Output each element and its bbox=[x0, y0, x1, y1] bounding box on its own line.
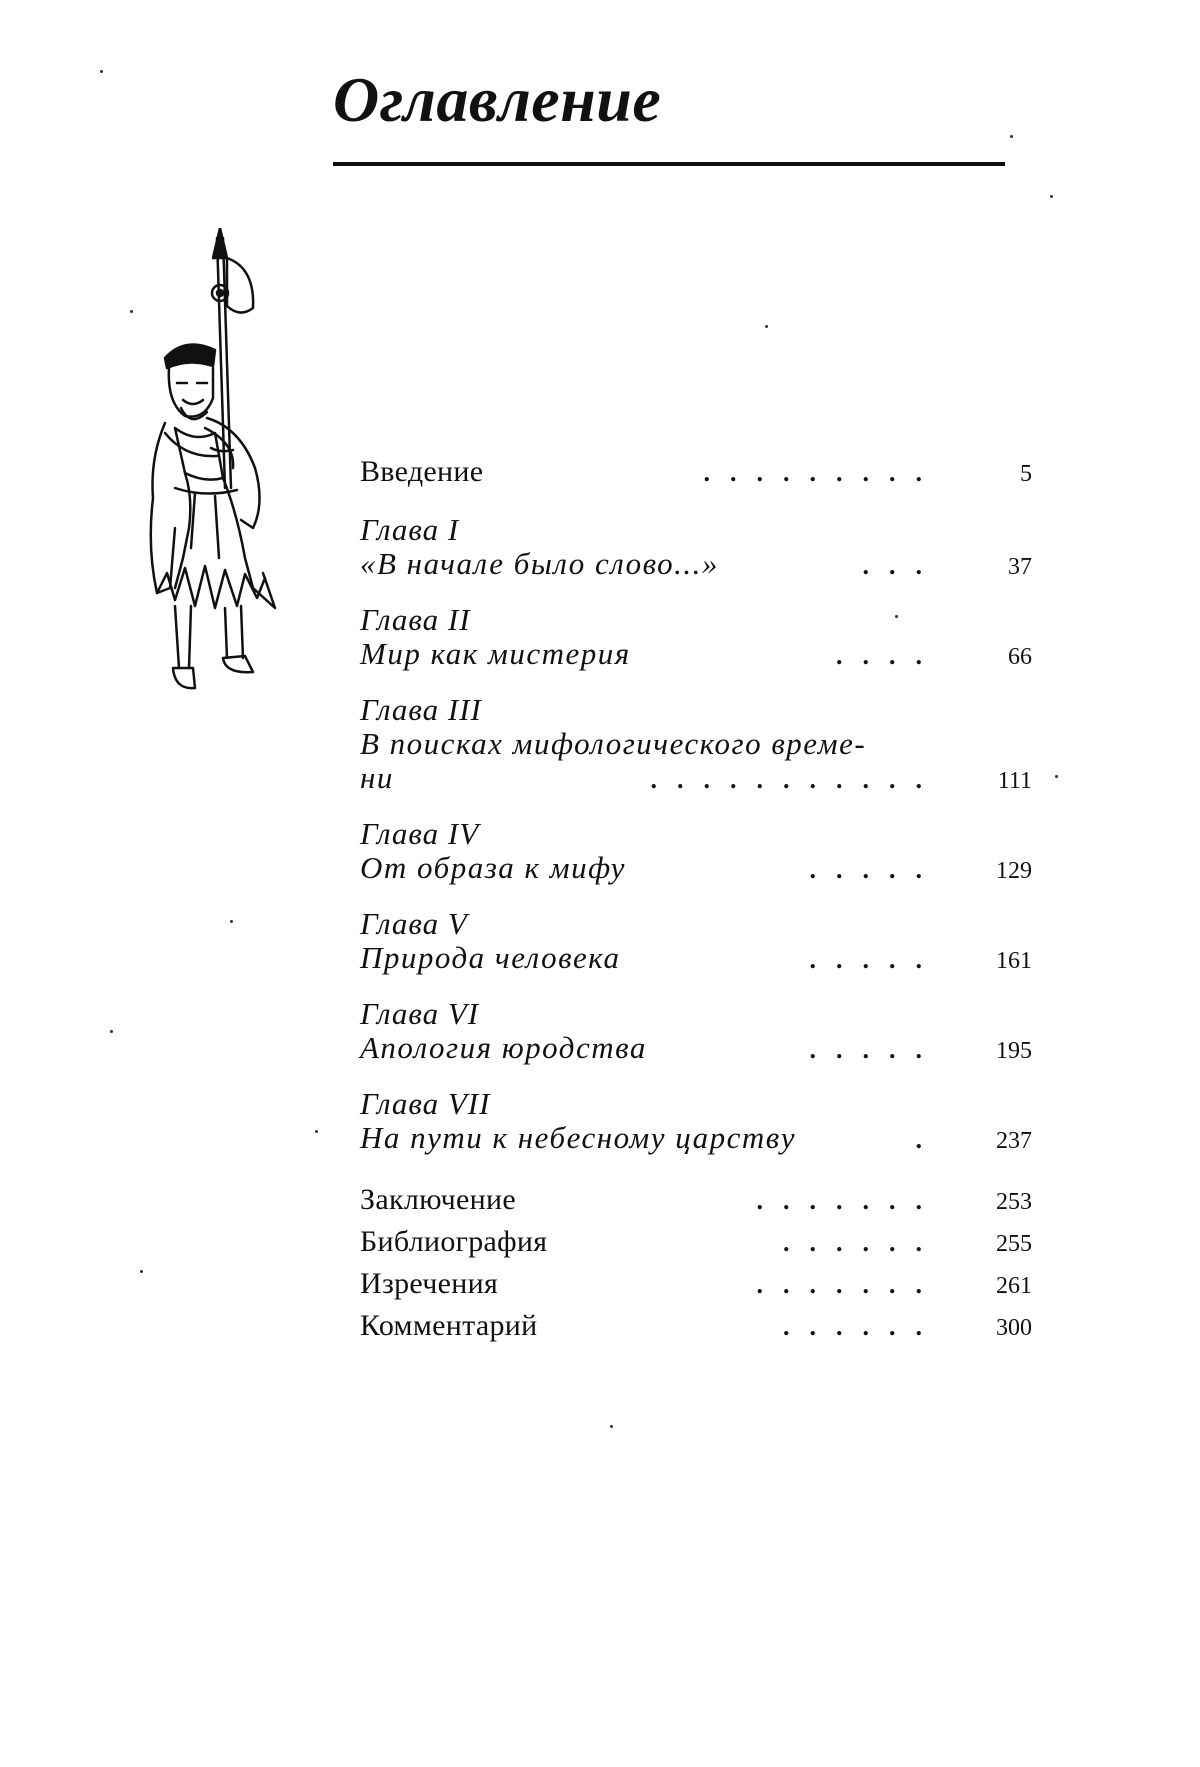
leader-dots: .... bbox=[836, 641, 942, 670]
chapter-label: Глава VII bbox=[360, 1086, 491, 1121]
scan-speck bbox=[315, 1130, 318, 1133]
scan-speck bbox=[230, 920, 233, 923]
toc-entry-conclusion bbox=[360, 1179, 1032, 1221]
chapter-label: Глава IV bbox=[360, 816, 480, 851]
scan-speck bbox=[130, 310, 133, 313]
table-of-contents bbox=[360, 455, 1032, 1347]
toc-entry-chapter-2 bbox=[360, 603, 1032, 671]
page-number: 255 bbox=[996, 1231, 1032, 1257]
chapter-title: Природа человека bbox=[360, 940, 621, 975]
chapter-title-continued: ни bbox=[360, 760, 394, 795]
chapter-label: Глава III bbox=[360, 692, 482, 727]
scan-speck bbox=[100, 70, 103, 73]
page-number: 261 bbox=[996, 1273, 1032, 1299]
chapter-title: В поисках мифологического време- bbox=[360, 726, 867, 761]
scan-speck bbox=[1055, 775, 1058, 778]
page-number: 195 bbox=[996, 1038, 1032, 1064]
leader-dots: ....... bbox=[756, 1270, 942, 1299]
leader-dots: ......... bbox=[703, 458, 942, 487]
page-number: 5 bbox=[1020, 461, 1032, 487]
toc-entry-label: Заключение bbox=[360, 1183, 516, 1216]
leader-dots: ..... bbox=[809, 1035, 942, 1064]
scan-speck bbox=[610, 1425, 613, 1428]
chapter-title: «В начале было слово...» bbox=[360, 546, 719, 581]
page-number: 161 bbox=[996, 948, 1032, 974]
toc-entry-chapter-4 bbox=[360, 817, 1032, 885]
scan-speck bbox=[765, 325, 768, 328]
toc-entry-chapter-6 bbox=[360, 997, 1032, 1065]
halberd-guardian-figure-icon bbox=[145, 228, 295, 698]
toc-entry-label: Изречения bbox=[360, 1267, 499, 1300]
chapter-label: Глава VI bbox=[360, 996, 480, 1031]
toc-entry-intro bbox=[360, 455, 1032, 489]
page-number: 37 bbox=[1008, 554, 1032, 580]
toc-entry-label: Библиография bbox=[360, 1225, 548, 1258]
toc-entry-label: Комментарий bbox=[360, 1309, 538, 1342]
leader-dots: ....... bbox=[756, 1186, 942, 1215]
chapter-label: Глава I bbox=[360, 512, 460, 547]
scan-speck bbox=[895, 615, 898, 618]
chapter-label: Глава V bbox=[360, 906, 468, 941]
page-number: 111 bbox=[997, 768, 1032, 794]
chapter-title: От образа к мифу bbox=[360, 850, 626, 885]
leader-dots: ... bbox=[862, 551, 942, 580]
toc-entry-commentary bbox=[360, 1305, 1032, 1347]
title-rule bbox=[333, 162, 1005, 166]
page-number: 300 bbox=[996, 1315, 1032, 1341]
toc-entry-chapter-5 bbox=[360, 907, 1032, 975]
page-number: 253 bbox=[996, 1189, 1032, 1215]
leader-dots: ..... bbox=[809, 945, 942, 974]
page-number: 237 bbox=[996, 1128, 1032, 1154]
toc-entry-label: Введение bbox=[360, 455, 484, 488]
chapter-title: Мир как мистерия bbox=[360, 636, 631, 671]
scan-speck bbox=[110, 1030, 113, 1033]
toc-entry-chapter-7 bbox=[360, 1087, 1032, 1155]
leader-dots: ...... bbox=[783, 1312, 942, 1341]
leader-dots: ...... bbox=[783, 1228, 942, 1257]
page-title: Оглавление bbox=[333, 64, 662, 135]
toc-entry-bibliography bbox=[360, 1221, 1032, 1263]
leader-dots: ........... bbox=[650, 765, 942, 794]
scan-speck bbox=[1010, 135, 1013, 138]
chapter-title: Апология юродства bbox=[360, 1030, 647, 1065]
page-number: 129 bbox=[996, 858, 1032, 884]
toc-entry-sayings bbox=[360, 1263, 1032, 1305]
chapter-title: На пути к небесному царству bbox=[360, 1120, 796, 1155]
leader-dots: . bbox=[915, 1125, 942, 1154]
scan-speck bbox=[140, 1270, 143, 1273]
toc-entry-chapter-1 bbox=[360, 513, 1032, 581]
scan-speck bbox=[1050, 195, 1053, 198]
page-number: 66 bbox=[1008, 644, 1032, 670]
toc-entry-chapter-3 bbox=[360, 693, 1032, 795]
leader-dots: ..... bbox=[809, 855, 942, 884]
chapter-label: Глава II bbox=[360, 602, 471, 637]
